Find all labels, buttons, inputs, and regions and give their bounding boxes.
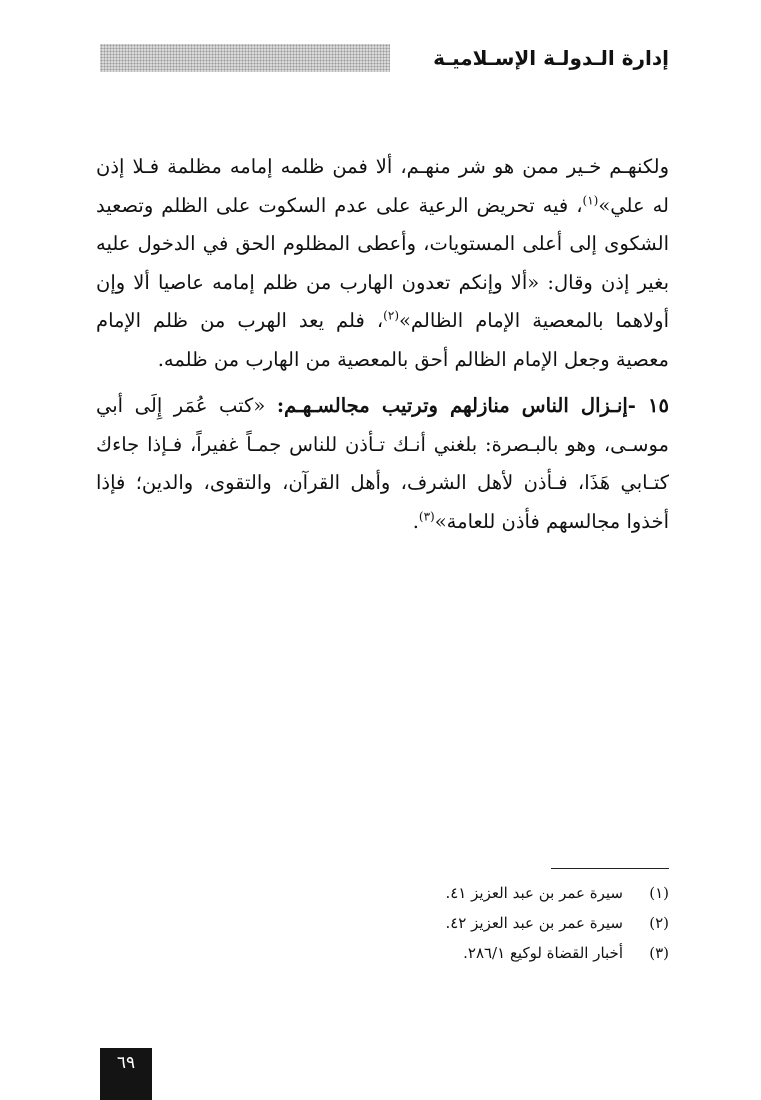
footnote-text: سيرة عمر بن عبد العزيز ٤١. xyxy=(445,884,623,902)
footnote-ref-2: (٢) xyxy=(383,308,399,323)
paragraph-1-part-3: ، فلم يعد الهرب من ظلم الإمام معصية وجعل الإمام الظالم أحق بالمعصية من الهارب من ظلمه. xyxy=(96,309,669,371)
footnote-text: سيرة عمر بن عبد العزيز ٤٢. xyxy=(445,914,623,932)
page-number: ٦٩ xyxy=(100,1048,152,1100)
paragraph-1-part-1: ولكنهـم خـير ممن هو شر منهـم، ألا فمن ظلمه إمامه مظلمة فـلا إذن له علي» xyxy=(96,155,669,217)
footnote-number: (١) xyxy=(649,884,669,902)
footnote-number: (٢) xyxy=(649,914,669,932)
header-decorative-bar xyxy=(100,44,390,72)
footnote-number: (٣) xyxy=(649,944,669,962)
section-heading-15: ١٥ -إنـزال الناس منازلهم وترتيب مجالسـهـم: xyxy=(276,394,669,417)
paragraph-2 xyxy=(96,387,669,541)
footnote-2 xyxy=(300,908,669,938)
footnote-text: أخبار القضاة لوكيع ٢٨٦/١. xyxy=(463,944,623,962)
footnote-1 xyxy=(300,878,669,908)
main-text xyxy=(96,148,669,541)
paragraph-1-part-2: ، فيه تحريض الرعية على عدم السكوت على الظلم وتصعيد الشكوى إلى أعلى المستويات، وأعطى المظلوم الحق في الدخول عليه بغير إذن وقال: «ألا وإنكم تعدون الهارب من ظلم إمامه عاصيا ألا وإن أولاهما بالمعصية الإمام الظالم» xyxy=(96,193,670,332)
footnote-separator xyxy=(551,868,669,869)
paragraph-2-end: . xyxy=(412,509,419,533)
footnotes xyxy=(300,878,669,968)
running-header-title: إدارة الـدولـة الإسـلاميـة xyxy=(433,46,669,70)
footnote-ref-3: (٣) xyxy=(418,509,435,523)
footnote-ref-1: (١) xyxy=(582,193,599,207)
paragraph-2-text: «كتب عُمَر إِلَى أبي موسـى، وهو بالبـصرة: بلغني أنـك تـأذن للناس جمـاً غفيراً، فـإذا جاءك كتـابي هَذَا، فـأذن لأهل الشرف، وأهل القرآن، والتقوى، والدين؛ فإذا أخذوا مجالسهم فأذن للعامة» xyxy=(96,394,669,533)
paragraph-1 xyxy=(96,148,669,379)
footnote-3 xyxy=(300,938,669,968)
